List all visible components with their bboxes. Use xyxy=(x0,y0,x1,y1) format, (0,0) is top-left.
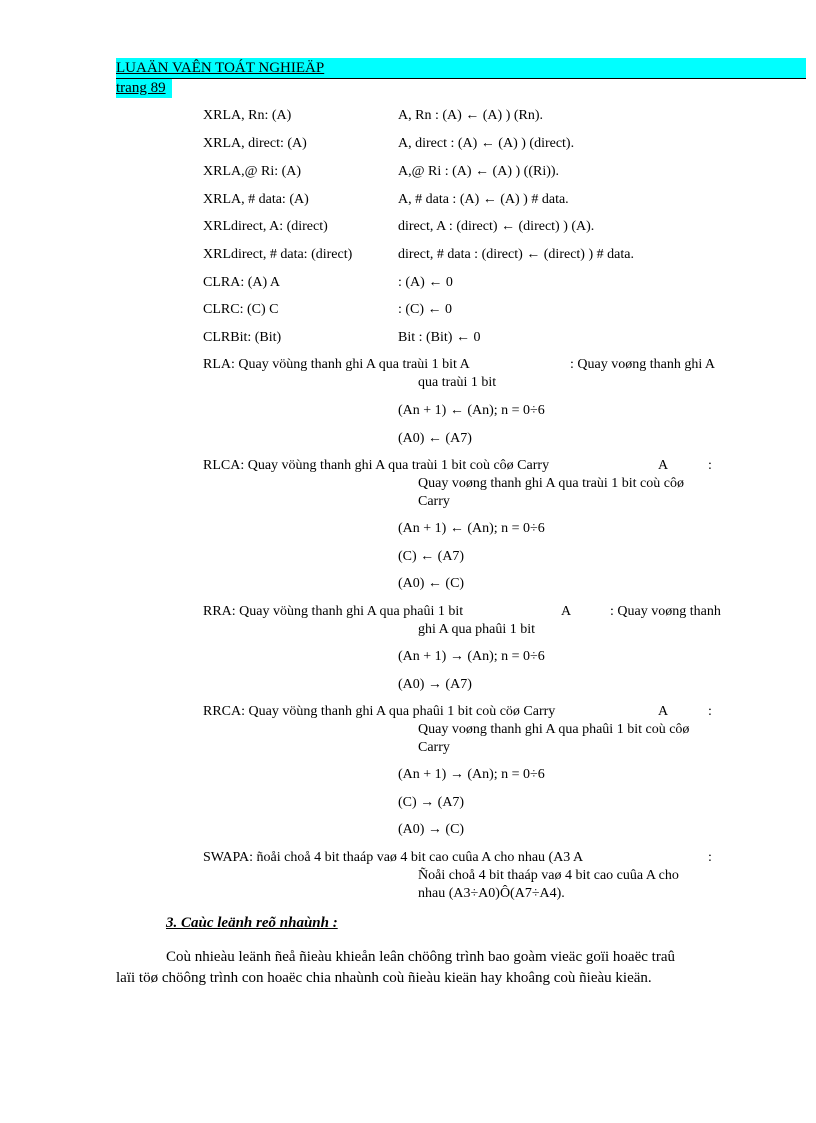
rrca-eq2: (C) → (A7) xyxy=(398,795,465,810)
page-number: trang 89 xyxy=(116,80,166,96)
rra-eq2: (A0) → (A7) xyxy=(398,677,472,692)
instruction-syntax: XRLA, Rn: (A) xyxy=(203,108,292,123)
instruction-operation: direct, A : (direct) ← (direct) ) (A). xyxy=(398,219,595,234)
instruction-syntax: XRLdirect, # data: (direct) xyxy=(203,247,353,262)
rla-line1-tail: : Quay voøng thanh ghi A xyxy=(570,357,716,372)
instruction-operation: : (C) ← 0 xyxy=(398,302,453,317)
rra-eq1: (An + 1) → (An); n = 0÷6 xyxy=(398,649,545,664)
swap-line1: SWAPA: ñoåi choå 4 bit thaáp vaø 4 bit cao cuûa A cho nhau (A3 A xyxy=(203,850,584,865)
section-paragraph-line2: laïi töø chöông trình con hoaëc chia nhaùnh coù ñieàu kieän hay khoâng coù ñieàu kieän. xyxy=(116,970,652,986)
rla-line1: RLA: Quay vöùng thanh ghi A qua traùi 1 bit A xyxy=(203,357,470,372)
instruction-syntax: CLRC: (C) C xyxy=(203,302,279,317)
rlca-line1-tail-a: A xyxy=(658,458,669,473)
swap-line3: nhau (A3÷A0)Ô(A7÷A4). xyxy=(418,886,565,901)
instruction-operation: A, direct : (A) ← (A) ) (direct). xyxy=(398,136,575,151)
instruction-operation: A, # data : (A) ← (A) ) # data. xyxy=(398,192,569,207)
rrca-line1-tail-a: A xyxy=(658,704,669,719)
instruction-syntax: XRLA,@ Ri: (A) xyxy=(203,164,302,179)
rla-eq1: (An + 1) ← (An); n = 0÷6 xyxy=(398,403,545,418)
rrca-eq3: (A0) → (C) xyxy=(398,822,465,837)
rlca-line2: Quay voøng thanh ghi A qua traùi 1 bit coù côø xyxy=(418,476,684,491)
swap-line1-tail: : xyxy=(708,850,712,865)
rlca-eq3: (A0) ← (C) xyxy=(398,576,465,591)
rrca-line3: Carry xyxy=(418,740,450,755)
rlca-eq2: (C) ← (A7) xyxy=(398,549,465,564)
instruction-syntax: XRLA, direct: (A) xyxy=(203,136,307,151)
rrca-line1: RRCA: Quay vöùng thanh ghi A qua phaûi 1 bit coù cöø Carry xyxy=(203,704,556,719)
page-number-label xyxy=(116,79,172,98)
rlca-eq1: (An + 1) ← (An); n = 0÷6 xyxy=(398,521,545,536)
instruction-operation: A,@ Ri : (A) ← (A) ) ((Ri)). xyxy=(398,164,560,179)
rlca-line1: RLCA: Quay vöùng thanh ghi A qua traùi 1 bit coù côø Carry xyxy=(203,458,550,473)
instruction-syntax: CLRA: (A) A xyxy=(203,275,280,290)
rrca-line2: Quay voøng thanh ghi A qua phaûi 1 bit coù côø xyxy=(418,722,690,737)
instruction-syntax: CLRBit: (Bit) xyxy=(203,330,282,345)
header-bar xyxy=(116,58,806,79)
rra-line1: RRA: Quay vöùng thanh ghi A qua phaûi 1 bit xyxy=(203,604,464,619)
swap-line2: Ñoåi choå 4 bit thaáp vaø 4 bit cao cuûa A cho xyxy=(418,868,679,883)
instruction-operation: Bit : (Bit) ← 0 xyxy=(398,330,481,345)
instruction-operation: A, Rn : (A) ← (A) ) (Rn). xyxy=(398,108,544,123)
rlca-line1-tail-b: : xyxy=(708,458,712,473)
rrca-eq1: (An + 1) → (An); n = 0÷6 xyxy=(398,767,545,782)
section-paragraph-line1: Coù nhieàu leänh ñeå ñieàu khieån leân chöông trình bao goàm vieäc goïi hoaëc traû xyxy=(166,949,675,965)
rla-eq2: (A0) ← (A7) xyxy=(398,431,472,446)
rrca-line1-tail-b: : xyxy=(708,704,712,719)
rra-line2: ghi A qua phaûi 1 bit xyxy=(418,622,536,637)
instruction-operation: direct, # data : (direct) ← (direct) ) # data. xyxy=(398,247,634,262)
instruction-syntax: XRLA, # data: (A) xyxy=(203,192,309,207)
rra-line1-tail-b: : Quay voøng thanh xyxy=(610,604,721,619)
rla-line2: qua traùi 1 bit xyxy=(418,375,497,390)
document-title: LUAÄN VAÊN TOÁT NGHIEÄP xyxy=(116,60,325,76)
section-heading: 3. Caùc leänh reõ nhaùnh : xyxy=(166,915,338,931)
instruction-syntax: XRLdirect, A: (direct) xyxy=(203,219,328,234)
instruction-operation: : (A) ← 0 xyxy=(398,275,453,290)
rra-line1-tail-a: A xyxy=(561,604,572,619)
rlca-line3: Carry xyxy=(418,494,450,509)
